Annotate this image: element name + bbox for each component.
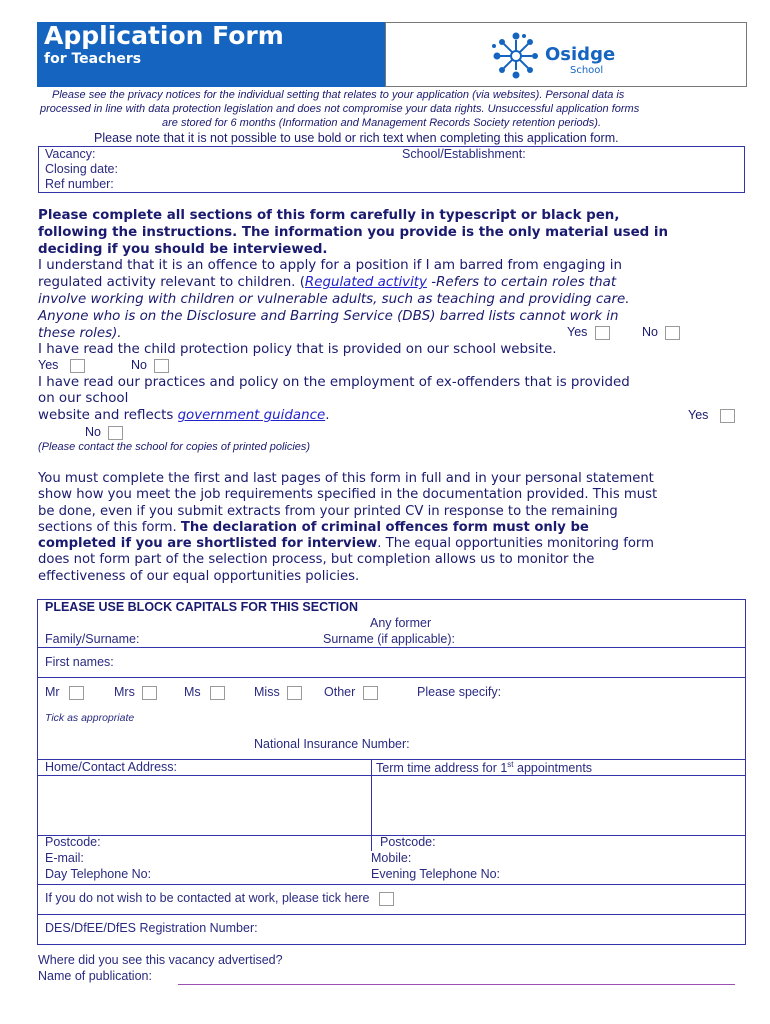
ni-number-label: National Insurance Number: <box>254 737 410 751</box>
contact-at-work: If you do not wish to be contacted at work, please tick here <box>45 891 394 906</box>
school-logo-icon <box>490 30 542 80</box>
tick-note: Tick as appropriate <box>45 712 135 724</box>
title-mrs: Mrs <box>114 685 157 700</box>
title-ms: Ms <box>184 685 225 700</box>
logo-subname: School <box>570 65 604 76</box>
offenders-no-checkbox[interactable] <box>108 426 123 440</box>
instr-line-7: Anyone who is on the Disclosure and Barring Service (DBS) barred lists cannot work in <box>38 308 619 324</box>
instr-line-9: I have read the child protection policy that is provided on our school website. <box>38 342 557 357</box>
instr-bold-1: Please complete all sections of this form carefully in typescript or black pen, <box>38 208 620 223</box>
school-label: School/Establishment: <box>402 147 526 161</box>
ref-number-label: Ref number: <box>45 177 114 191</box>
instructions <box>38 208 668 342</box>
policy-yes-checkbox[interactable] <box>70 359 85 373</box>
form-title: Application Form <box>44 21 284 50</box>
instr-line-8: these roles). <box>38 325 122 341</box>
title-ms-checkbox[interactable] <box>210 686 225 700</box>
home-address-field[interactable] <box>38 776 370 834</box>
publication-input-line[interactable] <box>178 984 735 985</box>
instr-line-5: regulated activity relevant to children. (Regulated activity -Refers to certain roles that <box>38 275 617 291</box>
vacancy-label: Vacancy: <box>45 147 96 161</box>
instr-bold-2: following the instructions. The information you provide is the only material used in <box>38 224 669 240</box>
term-postcode-label: Postcode: <box>380 835 436 849</box>
title-miss-checkbox[interactable] <box>287 686 302 700</box>
title-other: Other <box>324 685 378 700</box>
email-label: E-mail: <box>45 851 84 865</box>
day-telephone-label: Day Telephone No: <box>45 867 152 881</box>
policy-no-checkbox[interactable] <box>154 359 169 373</box>
instr-line-11: on our school <box>38 391 129 406</box>
title-other-checkbox[interactable] <box>363 686 378 700</box>
evening-telephone-label: Evening Telephone No: <box>371 867 501 881</box>
title-mrs-checkbox[interactable] <box>142 686 157 700</box>
regulated-no: No <box>642 325 680 340</box>
policy-no: No <box>131 358 169 373</box>
please-specify-label: Please specify: <box>417 685 502 699</box>
logo-name: Osidge <box>545 44 616 65</box>
instr-bold-3: deciding if you should be interviewed. <box>38 241 328 257</box>
registration-number-label: DES/DfEE/DfES Registration Number: <box>45 921 258 935</box>
offenders-yes: Yes <box>688 408 735 423</box>
privacy-line-1: Please see the privacy notices for the individual setting that relates to your application (via websites). Personal data is <box>52 89 625 101</box>
policy-yes: Yes <box>38 358 85 373</box>
privacy-line-2: processed in line with data protection legislation and does not compromise your data rights. Unsuccessful application forms <box>40 103 640 115</box>
term-address-field[interactable] <box>371 776 745 834</box>
block-capitals-heading: PLEASE USE BLOCK CAPITALS FOR THIS SECTION <box>45 600 358 614</box>
government-guidance-link[interactable]: government guidance <box>177 408 326 423</box>
title-miss: Miss <box>254 685 302 700</box>
regulated-no-checkbox[interactable] <box>665 326 680 340</box>
postcode-label: Postcode: <box>45 835 101 849</box>
title-mr-checkbox[interactable] <box>69 686 84 700</box>
mobile-label: Mobile: <box>371 851 412 865</box>
former-surname-label: Surname (if applicable): <box>323 632 456 646</box>
home-address-label: Home/Contact Address: <box>45 760 178 774</box>
instr-line-12: website and reflects government guidance. <box>38 408 330 423</box>
term-address-label: Term time address for 1st appointments <box>376 760 593 776</box>
form-subtitle: for Teachers <box>44 51 142 67</box>
regulated-activity-link[interactable]: Regulated activity <box>304 275 427 291</box>
offenders-no: No <box>85 425 123 440</box>
requirements-paragraph: You must complete the first and last pages of this form in full and in your personal statement show how you meet the job requirements specified in the documentation provided. This must be done, even if you submit extracts from your printed CV in response to the remaining sections of this form. The declaration of criminal offences form must only be completed if you are shortlisted for interview. The equal opportunities monitoring form does not form part of the selection process, but completion allows us to monitor the effectiveness of our equal opportunities policies. <box>38 471 658 584</box>
printed-policies-note: (Please contact the school for copies of printed policies) <box>38 441 311 453</box>
instr-line-10: I have read our practices and policy on the employment of ex-offenders that is provided <box>38 375 630 390</box>
first-names-label: First names: <box>45 655 114 669</box>
contact-at-work-checkbox[interactable] <box>379 892 394 906</box>
title-mr: Mr <box>45 685 84 700</box>
closing-date-label: Closing date: <box>45 162 118 176</box>
instr-line-4: I understand that it is an offence to apply for a position if I am barred from engaging in <box>38 258 623 274</box>
regulated-yes: Yes <box>567 325 610 340</box>
privacy-line-3: are stored for 6 months (Information and Management Records Society retention periods). <box>162 117 602 129</box>
instr-line-6: involve working with children or vulnerable adults, such as teaching and providing care. <box>38 291 630 307</box>
privacy-line-4: Please note that it is not possible to use bold or rich text when completing this application form. <box>94 131 619 145</box>
regulated-yes-checkbox[interactable] <box>595 326 610 340</box>
vacancy-box <box>38 146 745 193</box>
publication-label: Name of publication: <box>38 969 152 983</box>
family-surname-label: Family/Surname: <box>45 632 140 646</box>
offenders-yes-checkbox[interactable] <box>720 409 735 423</box>
any-former-label: Any former <box>370 616 432 630</box>
where-advertised-label: Where did you see this vacancy advertised? <box>38 953 283 967</box>
